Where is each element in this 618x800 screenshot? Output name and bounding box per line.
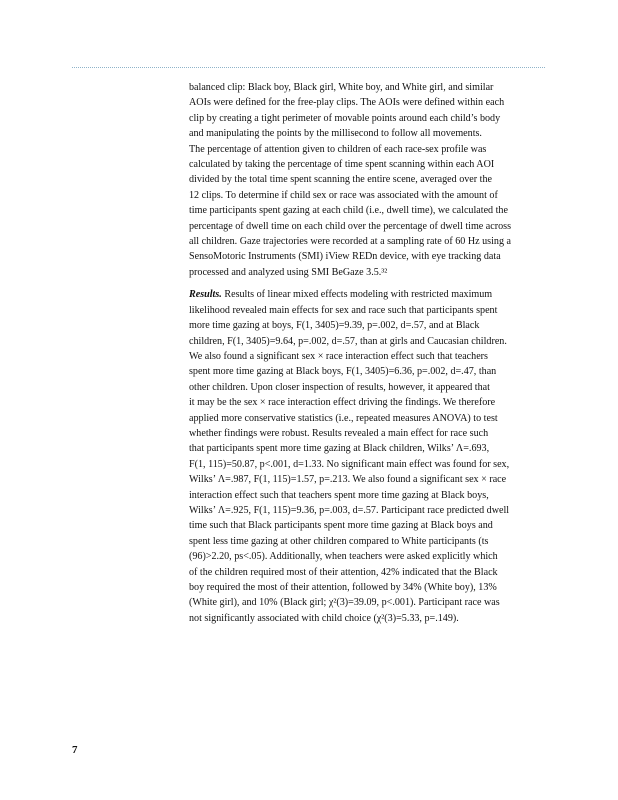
text-line: and manipulating the points by the millisecond to follow all movements.: [189, 128, 482, 140]
text-line: spent more time gazing at Black boys, F(1, 3405)=6.36, p=.002, d=.47, than: [189, 366, 497, 378]
text-line: calculated by taking the percentage of time spent scanning within each AOI: [189, 159, 495, 171]
text-line: whether findings were robust. Results revealed a main effect for race such: [189, 427, 489, 439]
methods-paragraph: [189, 80, 551, 280]
text-line-content: Results of linear mixed effects modeling with restricted maximum: [221, 289, 493, 301]
text-line: We also found a significant sex × race interaction effect such that teachers: [189, 350, 488, 362]
text-line: likelihood revealed main effects for sex and race such that participants spent: [189, 304, 498, 316]
text-line: Wilks’ Λ=.925, F(1, 115)=9.36, p=.003, d=.57. Participant race predicted dwell: [189, 504, 510, 516]
results-heading: Results.: [189, 289, 222, 301]
body-text: [189, 80, 551, 626]
text-line: other children. Upon closer inspection of results, however, it appeared that: [189, 381, 490, 393]
text-line: F(1, 115)=50.87, p<.001, d=1.33. No significant main effect was found for sex,: [189, 458, 510, 470]
text-line: percentage of dwell time on each child over the percentage of dwell time across: [189, 220, 512, 232]
text-line: children, F(1, 3405)=9.64, p=.002, d=.57, than at girls and Caucasian children.: [189, 335, 507, 347]
text-line: that participants spent more time gazing at Black children, Wilks’ Λ=.693,: [189, 443, 490, 455]
text-line: more time gazing at boys, F(1, 3405)=9.39, p=.002, d=.57, and at Black: [189, 320, 480, 332]
text-line: it may be the sex × race interaction effect driving the findings. We therefore: [189, 397, 496, 409]
text-line: interaction effect such that teachers spent more time gazing at Black boys,: [189, 489, 489, 501]
text-line: applied more conservative statistics (i.e., repeated measures ANOVA) to test: [189, 412, 498, 424]
results-paragraph: [189, 287, 551, 626]
text-line: divided by the total time spent scanning the entire scene, averaged over the: [189, 174, 492, 186]
text-line: balanced clip: Black boy, Black girl, White boy, and White girl, and similar: [189, 82, 494, 93]
text-line: of the children required most of their attention, 42% indicated that the Black: [189, 566, 498, 578]
text-line: boy required the most of their attention, followed by 34% (White boy), 13%: [189, 582, 497, 593]
text-line: time participants spent gazing at each child (i.e., dwell time), we calculated the: [189, 205, 508, 217]
text-line: The percentage of attention given to children of each race-sex profile was: [189, 143, 487, 155]
text-line: all children. Gaze trajectories were recorded at a sampling rate of 60 Hz using a: [189, 236, 512, 248]
text-line: processed and analyzed using SMI BeGaze 3.5.³²: [189, 266, 388, 278]
text-line: time such that Black participants spent more time gazing at Black boys and: [189, 520, 493, 532]
page-number: 7: [72, 744, 78, 756]
text-line: 12 clips. To determine if child sex or race was associated with the amount of: [189, 189, 498, 201]
text-line: clip by creating a tight perimeter of movable points around each child’s body: [189, 112, 501, 124]
text-line: [189, 287, 551, 302]
text-line: SensoMotoric Instruments (SMI) iView REDn device, with eye tracking data: [189, 251, 501, 263]
text-line: Wilks’ Λ=.987, F(1, 115)=1.57, p=.213. We also found a significant sex × race: [189, 474, 507, 486]
text-line: AOIs were defined for the free-play clips. The AOIs were defined within each: [189, 97, 505, 109]
text-line: not significantly associated with child choice (χ²(3)=5.33, p=.149).: [189, 612, 459, 624]
text-line: (White girl), and 10% (Black girl; χ²(3)=39.09, p<.001). Participant race was: [189, 597, 500, 609]
header-divider: [72, 67, 545, 68]
text-line: (96)>2.20, ps<.05). Additionally, when teachers were asked explicitly which: [189, 551, 498, 563]
text-line: spent less time gazing at other children compared to White participants (ts: [189, 535, 489, 547]
